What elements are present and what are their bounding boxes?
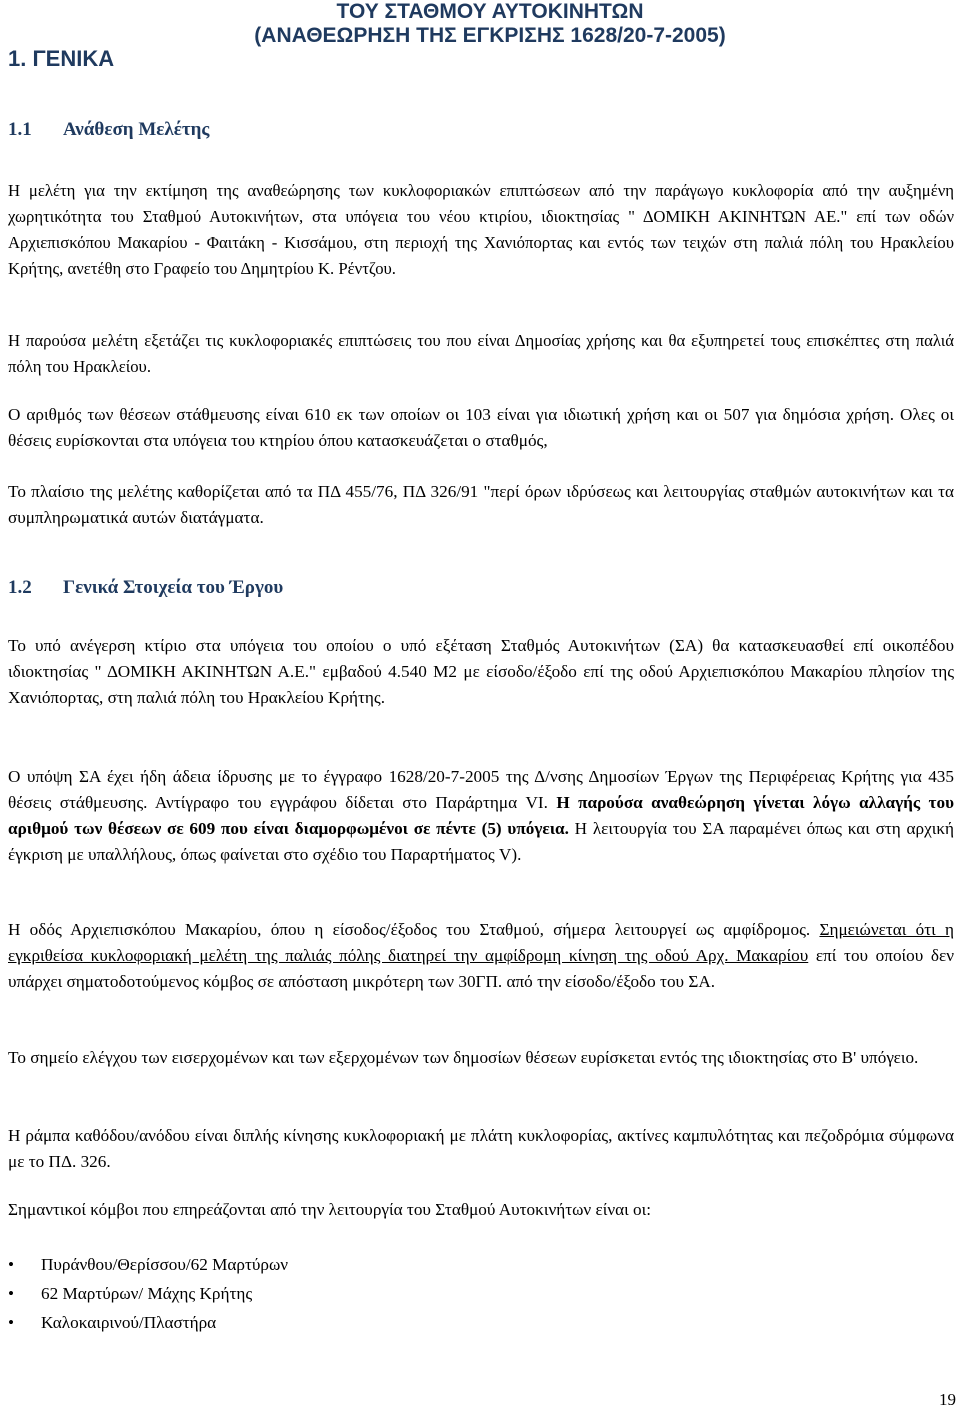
node-name: Καλοκαιρινού/Πλαστήρα [41,1313,217,1332]
document-header [240,0,740,48]
bullet-icon: • [8,1284,15,1303]
paragraph-scope: Η παρούσα μελέτη εξετάζει τις κυκλοφοριακές επιπτώσεις του που είναι Δημοσίας χρήσης και θα εξυπηρετεί τους επισκέπτες στη παλιά πόλη του Ηρακλείου. [8,331,954,376]
paragraph-parking-spaces: Ο αριθμός των θέσεων στάθμευσης είναι 610 εκ των οποίων οι 103 είναι για ιδιωτική χρήση και οι 507 για δημόσια χρήση. Ολες οι θέσεις ευρίσκονται στα υπόγεια του κτηρίου όπου κατασκευάζεται ο σταθμός, [8,405,954,450]
bullet-icon: • [8,1255,15,1274]
paragraph-building: Το υπό ανέγερση κτίριο στα υπόγεια του οποίου ο υπό εξέταση Σταθμός Αυτοκινήτων (ΣΑ) θα κατασκευασθεί επί οικοπέδου ιδιοκτησίας " ΔΟΜΙΚΗ ΑΚΙΝΗΤΩΝ Α.Ε." εμβαδού 4.540 Μ2 με είσοδο/έξοδο επί της οδού Αρχιεπισκόπου Μακαρίου πλησίον της Χανιόπορτας, στη παλιά πόλη του Ηρακλείου Κρήτης. [8,636,954,707]
node-name: Πυράνθου/Θερίσσου/62 Μαρτύρων [41,1255,289,1274]
paragraph-control-point: Το σημείο ελέγχου των εισερχομένων και των εξερχομένων των δημοσίων θέσεων ευρίσκεται εντός της ιδιοκτησίας στο Β' υπόγειο. [8,1048,919,1067]
junction-text: επί του οποίου δεν υπάρχει σηματοδοτούμενος κόμβος σε απόσταση μικρότερη των 30ΓΠ. από την είσοδο/έξοδο του ΣΑ. [8,946,954,991]
list-item [8,1308,288,1337]
header-line-2: (ΑΝΑΘΕΩΡΗΣΗ ΤΗΣ ΕΓΚΡΙΣΗΣ 1628/20-7-2005) [254,24,726,47]
header-line-1: ΤΟΥ ΣΤΑΘΜΟΥ ΑΥΤΟΚΙΝΗΤΩΝ [336,0,644,23]
revision-statement: Η παρούσα αναθεώρηση γίνεται λόγω αλλαγής του αριθμού των θέσεων σε 609 που είναι διαμορφωμένοι σε πέντε (5) υπόγεια. [8,793,954,838]
subsection-number: 1.2 [8,577,32,598]
bullet-icon: • [8,1313,15,1332]
paragraph-legal-framework: Το πλαίσιο της μελέτης καθορίζεται από τα ΠΔ 455/76, ΠΔ 326/91 "περί όρων ιδρύσεως και λειτουργίας σταθμών αυτοκινήτων και τα συμπληρωματικά αυτών διατάγματα. [8,482,954,527]
approved-study-note: Σημειώνεται ότι η εγκριθείσα κυκλοφοριακή μελέτη της παλιάς πόλης διατηρεί την αμφίδρομη κίνηση της οδού Αρχ. Μακαρίου [8,920,954,965]
paragraph-assignment: Η μελέτη για την εκτίμηση της αναθεώρησης των κυκλοφοριακών επιπτώσεων από την παράγωγο κυκλοφορία από την αυξημένη χωρητικότητα του Σταθμού Αυτοκινήτων, στα υπόγεια του νέου κτιρίου, ιδιοκτησίας " ΔΟΜΙΚΗ ΑΚΙΝΗΤΩΝ ΑΕ." επί των οδών Αρχιεπισκόπου Μακαρίου - Φαιτάκη - Κισσάμου, στη περιοχή της Χανιόπορτας και εντός των τειχών στη παλιά πόλη του Ηρακλείου Κρήτης, ανετέθη στο Γραφείο του Δημητρίου Κ. Ρέντζου. [8,181,954,278]
paragraph-nodes-intro: Σημαντικοί κόμβοι που επηρεάζονται από την λειτουργία του Σταθμού Αυτοκινήτων είναι οι: [8,1200,652,1219]
subsection-number: 1.1 [8,119,32,140]
subsection-heading-1-2 [8,577,283,599]
section-title: 1. ΓΕΝΙΚΑ [8,46,115,71]
subsection-heading-1-1 [8,119,209,141]
page-number: 19 [939,1390,956,1409]
license-text: Ο υπόψη ΣΑ έχει ήδη άδεια ίδρυσης με το έγγραφο 1628/20-7-2005 της Δ/νσης Δημοσίων Έργων της Περιφέρειας Κρήτης για 435 θέσεις στάθμευσης. Αντίγραφο του εγγράφου δίδεται στο Παράρτημα VI. [8,767,954,812]
subsection-title: Γενικά Στοιχεία του Έργου [63,577,284,598]
operation-text: Η λειτουργία του ΣΑ παραμένει όπως και στη αρχική έγκριση με υπαλλήλους, όπως φαίνεται στο σχέδιο του Παραρτήματος V). [8,819,954,864]
paragraph-license [8,764,954,868]
subsection-title: Ανάθεση Μελέτης [63,119,210,140]
list-item [8,1279,288,1308]
paragraph-ramp: Η ράμπα καθόδου/ανόδου είναι διπλής κίνησης κυκλοφοριακή με πλάτη κυκλοφορίας, ακτίνες καμπυλότητας και πεζοδρόμια σύμφωνα με το ΠΔ. 326. [8,1126,954,1171]
nodes-list [8,1250,288,1337]
list-item [8,1250,288,1279]
paragraph-access-road [8,917,954,995]
road-text: Η οδός Αρχιεπισκόπου Μακαρίου, όπου η είσοδος/έξοδος του Σταθμού, σήμερα λειτουργεί ως αμφίδρομος. [8,920,820,939]
node-name: 62 Μαρτύρων/ Μάχης Κρήτης [41,1284,253,1303]
